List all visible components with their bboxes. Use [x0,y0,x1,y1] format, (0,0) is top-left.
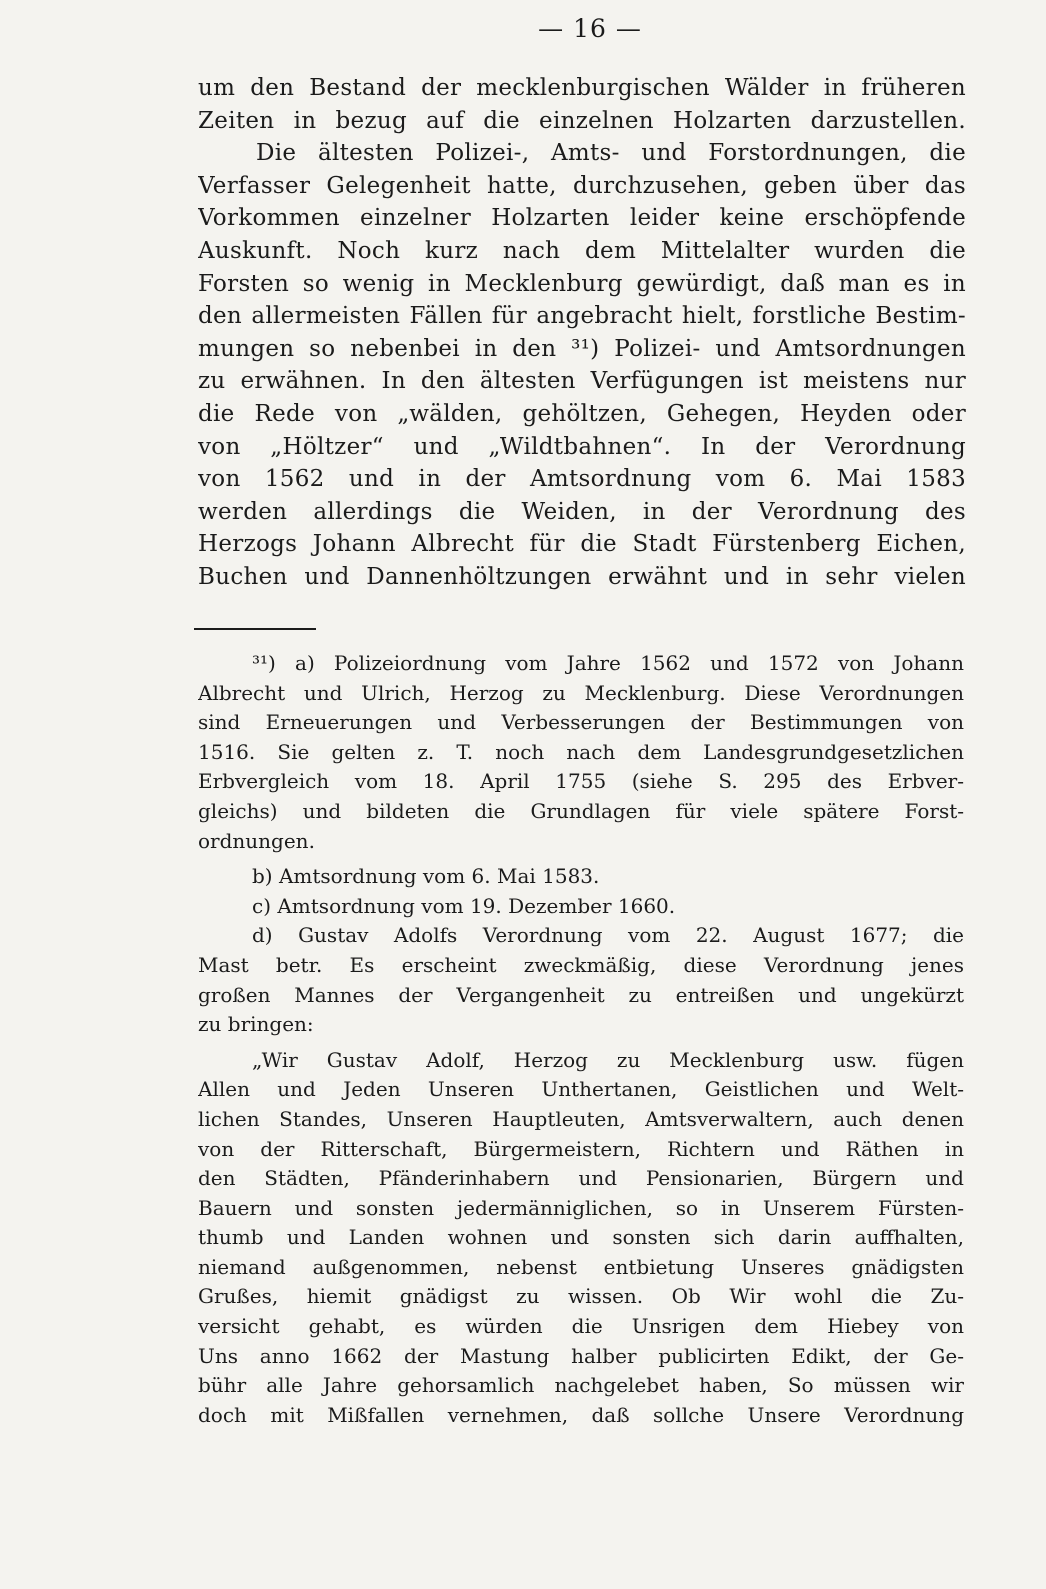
main-text-body [198,72,966,594]
text-line: Vorkommen einzelner Holzarten leider keine erschöpfende [198,205,966,232]
footnote-quote-line: versicht gehabt, es würden die Unsrigen dem Hiebey von [198,1314,964,1339]
text-line: Buchen und Dannenhöltzungen erwähnt und in sehr vielen [198,563,966,590]
footnote-quote-line: bühr alle Jahre gehorsamlich nachgelebet haben, So müssen wir [198,1373,964,1398]
text-line: Herzogs Johann Albrecht für die Stadt Fürstenberg Eichen, [198,531,966,558]
footnote-line: Erbvergleich vom 18. April 1755 (siehe S. 295 des Erbver- [198,769,964,794]
text-line: den allermeisten Fällen für angebracht hielt, forstliche Bestim- [198,303,966,330]
footnote-quote-line: Allen und Jeden Unseren Unthertanen, Geistlichen und Welt- [198,1077,964,1102]
footnote-line: 1516. Sie gelten z. T. noch nach dem Landesgrundgesetzlichen [198,739,964,764]
footnote-line: c) Amtsordnung vom 19. Dezember 1660. [252,893,676,918]
footnote-quote-line: Uns anno 1662 der Mastung halber publicirten Edikt, der Ge- [198,1343,964,1368]
text-line: Die ältesten Polizei-, Amts- und Forstordnungen, die [256,140,966,167]
text-line: Verfasser Gelegenheit hatte, durchzusehen, geben über das [198,172,966,199]
footnote-line: Mast betr. Es erscheint zweckmäßig, diese Verordnung jenes [198,952,964,977]
footnote-quote-line: doch mit Mißfallen vernehmen, daß sollche Unsere Verordnung [198,1402,964,1427]
text-line: von 1562 und in der Amtsordnung vom 6. Mai 1583 [198,466,966,493]
text-line: um den Bestand der mecklenburgischen Wälder in früheren [198,75,966,101]
footnote-quote-line: von der Ritterschaft, Bürgermeistern, Richtern und Räthen in [198,1136,964,1161]
text-line: die Rede von „wälden, gehöltzen, Gehegen, Heyden oder [198,400,966,427]
footnote-quote-line: thumb und Landen wohnen und sonsten sich darin auffhalten, [198,1225,964,1250]
text-line: werden allerdings die Weiden, in der Verordnung des [198,498,966,525]
footnote-line: d) Gustav Adolfs Verordnung vom 22. August 1677; die [252,923,964,948]
text-line: Auskunft. Noch kurz nach dem Mittelalter wurden die [198,237,966,264]
footnotes [198,649,964,1430]
footnote-quote-line: Bauern und sonsten jedermänniglichen, so in Unserem Fürsten- [198,1195,964,1220]
footnote-line: ordnungen. [198,828,315,853]
footnote-quote-line: den Städten, Pfänderinhabern und Pensionarien, Bürgern und [198,1166,964,1191]
footnote-separator [194,628,316,630]
footnote-line: zu bringen: [198,1012,314,1037]
footnote-line: großen Mannes der Vergangenheit zu entreißen und ungekürzt [198,982,964,1007]
footnote-quote-line: Grußes, hiemit gnädigst zu wissen. Ob Wir wohl die Zu- [198,1284,964,1309]
footnote-line: Albrecht und Ulrich, Herzog zu Mecklenburg. Diese Verordnungen [198,680,964,705]
footnote-quote-line: lichen Standes, Unseren Hauptleuten, Amtsverwaltern, auch denen [198,1106,964,1131]
text-line: von „Höltzer“ und „Wildtbahnen“. In der Verordnung [198,433,966,460]
footnote-line: b) Amtsordnung vom 6. Mai 1583. [252,864,600,889]
text-line: Zeiten in bezug auf die einzelnen Holzarten darzustellen. [198,107,966,134]
text-line: zu erwähnen. In den ältesten Verfügungen ist meistens nur [198,368,966,395]
footnote-quote-line: „Wir Gustav Adolf, Herzog zu Mecklenburg usw. fügen [252,1047,964,1072]
footnote-line: sind Erneuerungen und Verbesserungen der Bestimmungen von [198,710,964,735]
text-line: mungen so nebenbei in den ³¹) Polizei- und Amtsordnungen [198,335,966,362]
page-number: — 16 — [538,14,642,43]
footnote-line: gleichs) und bildeten die Grundlagen für viele spätere Forst- [198,798,964,823]
text-line: Forsten so wenig in Mecklenburg gewürdigt, daß man es in [198,270,966,297]
footnote-quote-line: niemand außgenommen, nebenst entbietung Unseres gnädigsten [198,1254,964,1279]
footnote-line: ³¹) a) Polizeiordnung vom Jahre 1562 und 1572 von Johann [252,651,964,675]
